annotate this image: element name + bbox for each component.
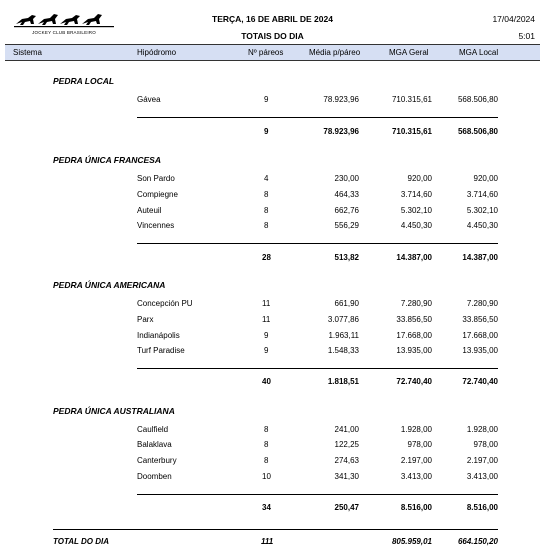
table-row-media: 661,90 bbox=[334, 299, 359, 308]
subtotal-geral: 14.387,00 bbox=[396, 253, 432, 262]
table-row-local: 3.714,60 bbox=[466, 190, 498, 199]
subtotal-geral: 8.516,00 bbox=[400, 503, 432, 512]
table-row-pareos: 8 bbox=[264, 456, 269, 465]
table-row-media: 464,33 bbox=[334, 190, 359, 199]
logo-text: JOCKEY CLUB BRASILEIRO bbox=[32, 30, 96, 35]
table-row-local: 1.928,00 bbox=[466, 425, 498, 434]
table-row-hipodromo: Vincennes bbox=[137, 221, 175, 230]
subtotal-local: 14.387,00 bbox=[462, 253, 498, 262]
subtotal-local: 72.740,40 bbox=[462, 377, 498, 386]
table-row-hipodromo: Balaklava bbox=[137, 440, 172, 449]
section-title: PEDRA ÚNICA AMERICANA bbox=[53, 280, 166, 290]
table-row-media: 3.077,86 bbox=[327, 315, 359, 324]
subtotal-geral: 710.315,61 bbox=[391, 127, 432, 136]
table-row-local: 3.413,00 bbox=[466, 472, 498, 481]
table-row-media: 241,00 bbox=[334, 425, 359, 434]
table-row-pareos: 8 bbox=[264, 190, 269, 199]
table-row-pareos: 9 bbox=[264, 331, 269, 340]
table-row-geral: 1.928,00 bbox=[400, 425, 432, 434]
table-row-local: 7.280,90 bbox=[466, 299, 498, 308]
table-row-hipodromo: Indianápolis bbox=[137, 331, 180, 340]
grand-total-local: 664.150,20 bbox=[457, 537, 498, 546]
table-row-geral: 7.280,90 bbox=[400, 299, 432, 308]
table-row-hipodromo: Concepción PU bbox=[137, 299, 193, 308]
table-row-pareos: 8 bbox=[264, 206, 269, 215]
col-mga-geral: MGA Geral bbox=[389, 48, 429, 57]
subtotal-divider bbox=[137, 494, 498, 495]
subtotal-geral: 72.740,40 bbox=[396, 377, 432, 386]
table-row-local: 17.668,00 bbox=[462, 331, 498, 340]
table-row-media: 1.548,33 bbox=[327, 346, 359, 355]
table-row-local: 2.197,00 bbox=[466, 456, 498, 465]
report-date: 17/04/2024 bbox=[492, 14, 535, 24]
table-row-media: 230,00 bbox=[334, 174, 359, 183]
section-title: PEDRA LOCAL bbox=[53, 76, 115, 86]
col-hipodromo: Hipódromo bbox=[137, 48, 177, 57]
table-row-pareos: 8 bbox=[264, 440, 269, 449]
table-row-hipodromo: Caulfield bbox=[137, 425, 169, 434]
grand-total-geral: 805.959,01 bbox=[391, 537, 432, 546]
column-header-bar bbox=[5, 44, 540, 61]
table-row-geral: 33.856,50 bbox=[396, 315, 432, 324]
table-row-pareos: 8 bbox=[264, 425, 269, 434]
table-row-geral: 3.413,00 bbox=[400, 472, 432, 481]
table-row-hipodromo: Doomben bbox=[137, 472, 172, 481]
report-time: 5:01 bbox=[518, 31, 535, 41]
table-row-hipodromo: Son Pardo bbox=[137, 174, 175, 183]
subtotal-media: 78.923,96 bbox=[323, 127, 359, 136]
table-row-local: 568.506,80 bbox=[457, 95, 498, 104]
table-row-hipodromo: Auteuil bbox=[137, 206, 162, 215]
table-row-pareos: 11 bbox=[262, 315, 271, 324]
table-row-geral: 4.450,30 bbox=[400, 221, 432, 230]
subtotal-media: 513,82 bbox=[334, 253, 359, 262]
table-row-pareos: 10 bbox=[262, 472, 271, 481]
subtotal-media: 250,47 bbox=[334, 503, 359, 512]
subtotal-local: 8.516,00 bbox=[466, 503, 498, 512]
col-media: Média p/páreo bbox=[309, 48, 361, 57]
subtotal-pareos: 28 bbox=[262, 253, 271, 262]
table-row-hipodromo: Parx bbox=[137, 315, 154, 324]
report-subtitle: TOTAIS DO DIA bbox=[241, 31, 304, 41]
table-row-geral: 17.668,00 bbox=[396, 331, 432, 340]
table-row-geral: 920,00 bbox=[407, 174, 432, 183]
subtotal-media: 1.818,51 bbox=[327, 377, 359, 386]
table-row-local: 4.450,30 bbox=[466, 221, 498, 230]
table-row-media: 122,25 bbox=[334, 440, 359, 449]
table-row-hipodromo: Gávea bbox=[137, 95, 161, 104]
grand-total-label: TOTAL DO DIA bbox=[53, 537, 109, 546]
grand-total-pareos: 111 bbox=[261, 537, 274, 546]
table-row-media: 662,76 bbox=[334, 206, 359, 215]
table-row-geral: 2.197,00 bbox=[400, 456, 432, 465]
subtotal-local: 568.506,80 bbox=[457, 127, 498, 136]
table-row-geral: 3.714,60 bbox=[400, 190, 432, 199]
subtotal-divider bbox=[137, 368, 498, 369]
table-row-media: 274,63 bbox=[334, 456, 359, 465]
table-row-geral: 710.315,61 bbox=[391, 95, 432, 104]
col-mga-local: MGA Local bbox=[459, 48, 499, 57]
table-row-pareos: 11 bbox=[262, 299, 271, 308]
table-row-media: 1.963,11 bbox=[328, 331, 359, 340]
subtotal-divider bbox=[137, 243, 498, 244]
table-row-hipodromo: Turf Paradise bbox=[137, 346, 185, 355]
col-pareos: Nº páreos bbox=[248, 48, 284, 57]
table-row-local: 978,00 bbox=[473, 440, 498, 449]
col-sistema: Sistema bbox=[13, 48, 42, 57]
table-row-geral: 5.302,10 bbox=[400, 206, 432, 215]
subtotal-pareos: 9 bbox=[264, 127, 269, 136]
section-title: PEDRA ÚNICA AUSTRALIANA bbox=[53, 406, 175, 416]
table-row-local: 5.302,10 bbox=[466, 206, 498, 215]
section-title: PEDRA ÚNICA FRANCESA bbox=[53, 155, 161, 165]
table-row-local: 920,00 bbox=[473, 174, 498, 183]
table-row-pareos: 9 bbox=[264, 346, 269, 355]
table-row-media: 556,29 bbox=[334, 221, 359, 230]
subtotal-divider bbox=[137, 117, 498, 118]
table-row-local: 13.935,00 bbox=[462, 346, 498, 355]
table-row-pareos: 8 bbox=[264, 221, 269, 230]
table-row-pareos: 4 bbox=[264, 174, 269, 183]
grand-total-divider bbox=[53, 529, 498, 530]
table-row-geral: 13.935,00 bbox=[396, 346, 432, 355]
table-row-media: 78.923,96 bbox=[323, 95, 359, 104]
subtotal-pareos: 34 bbox=[262, 503, 271, 512]
subtotal-pareos: 40 bbox=[262, 377, 271, 386]
table-row-media: 341,30 bbox=[334, 472, 359, 481]
table-row-hipodromo: Canterbury bbox=[137, 456, 177, 465]
table-row-hipodromo: Compiegne bbox=[137, 190, 178, 199]
table-row-pareos: 9 bbox=[264, 95, 269, 104]
report-title: TERÇA, 16 DE ABRIL DE 2024 bbox=[212, 14, 333, 24]
table-row-geral: 978,00 bbox=[407, 440, 432, 449]
table-row-local: 33.856,50 bbox=[462, 315, 498, 324]
